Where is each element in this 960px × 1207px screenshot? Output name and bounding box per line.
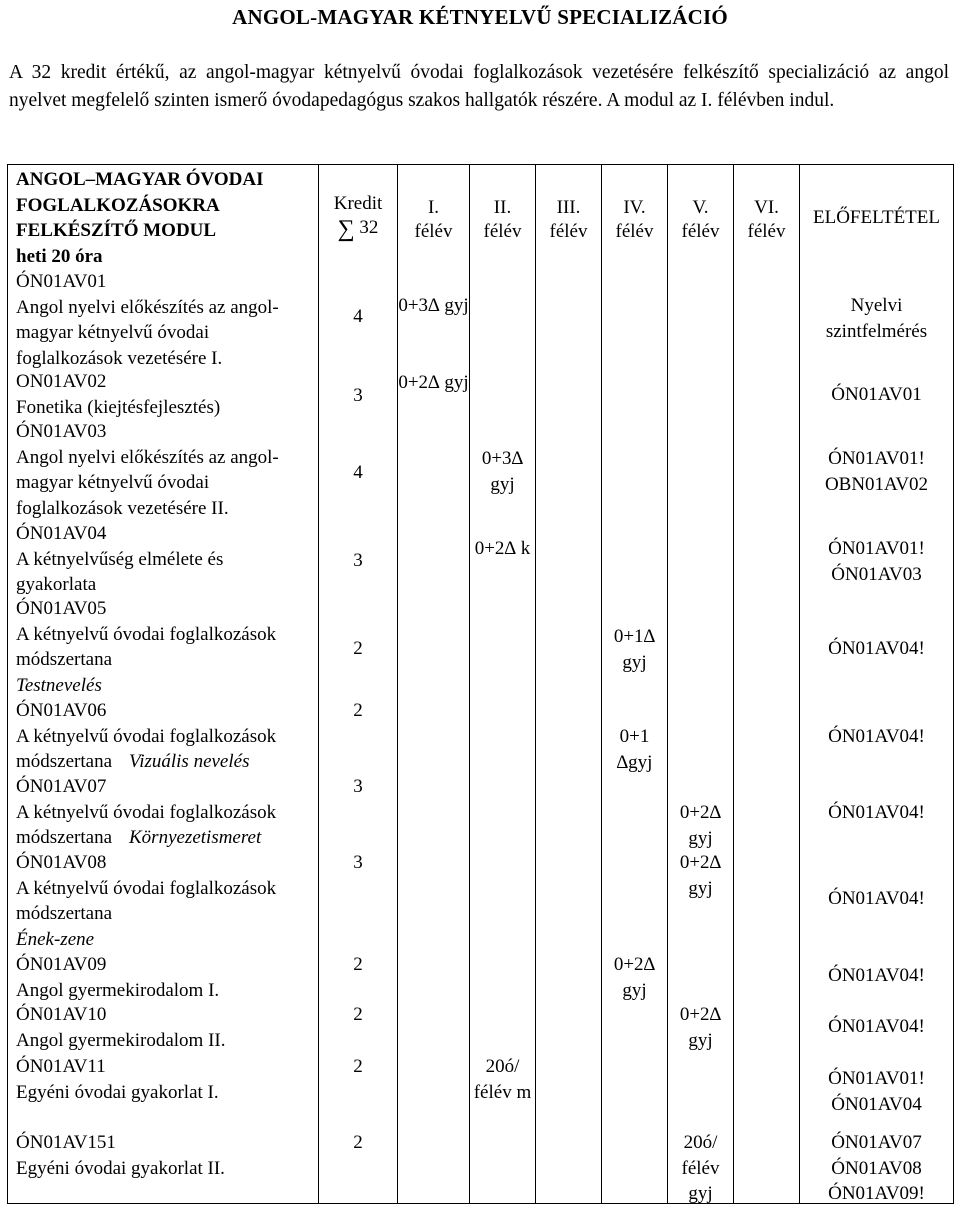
course-cell xyxy=(16,1130,316,1181)
semester-value: 20ó/ félév m xyxy=(473,1056,532,1103)
prereq-value: ÓN01AV04! xyxy=(828,1016,925,1037)
kredit-value: 2 xyxy=(353,1056,363,1077)
course-name: A kétnyelvű óvodai foglalkozások módszertana xyxy=(16,801,277,848)
semester-value: 0+2∆ gyj xyxy=(679,852,722,899)
kredit-header xyxy=(319,192,397,241)
semester-header-1 xyxy=(398,196,469,244)
prereq-value: ÓN01AV04! xyxy=(828,965,925,986)
semester-number: III. xyxy=(556,197,581,218)
module-title-line3: FELKÉSZÍTŐ MODUL xyxy=(16,220,217,241)
semester-value: 0+2∆ gyj xyxy=(679,1004,722,1051)
course-name: Angol nyelvi előkészítés az angol-magyar kétnyelvű óvodai foglalkozások vezetésére I. xyxy=(16,296,279,369)
kredit-total: 32 xyxy=(359,217,379,238)
course-name: A kétnyelvűség elmélete és gyakorlata xyxy=(16,548,224,595)
semester-value: 0+1 ∆gyj xyxy=(616,726,653,773)
semester-header-3 xyxy=(536,196,601,244)
semester-number: IV. xyxy=(623,197,646,218)
course-cell xyxy=(16,521,316,598)
course-cell xyxy=(16,269,316,371)
prereq-header: ELŐFELTÉTEL xyxy=(813,207,940,228)
semester-value: 0+2∆ gyj xyxy=(613,954,656,1001)
prereq-value: ÓN01AV01 xyxy=(831,384,922,405)
course-code: ÓN01AV07 xyxy=(16,776,107,797)
course-code: ON01AV02 xyxy=(16,371,107,392)
kredit-value: 2 xyxy=(353,1132,363,1153)
semester-header-5 xyxy=(668,196,733,244)
course-subject: Vizuális nevelés xyxy=(129,751,250,772)
course-cell xyxy=(16,1002,316,1053)
course-cell xyxy=(16,850,316,952)
kredit-value: 3 xyxy=(353,385,363,406)
course-subject: Környezetismeret xyxy=(129,827,262,848)
kredit-value: 3 xyxy=(353,852,363,873)
course-code: ÓN01AV06 xyxy=(16,700,107,721)
kredit-value: 3 xyxy=(353,776,363,797)
semester-number: VI. xyxy=(754,197,779,218)
course-name: Egyéni óvodai gyakorlat II. xyxy=(16,1157,225,1179)
course-name: A kétnyelvű óvodai foglalkozások módszertana xyxy=(16,877,277,924)
kredit-value: 4 xyxy=(353,462,363,483)
semester-value: 0+3∆ gyj xyxy=(398,295,469,316)
prereq-value: ÓN01AV04! xyxy=(828,726,925,747)
semester-felev: félév xyxy=(747,221,786,242)
course-name: A kétnyelvű óvodai foglalkozások módszertana xyxy=(16,623,277,670)
intro-paragraph: A 32 kredit értékű, az angol-magyar kétnyelvű óvodai foglalkozások vezetésére felkészítő specializáció az angol nyelvet megfelelő szinten ismerő óvodapedagógus szakos hallgatók részére. A modul az I. félévben indul. xyxy=(9,62,949,111)
semester-value: 0+3∆ gyj xyxy=(481,448,524,495)
course-cell xyxy=(16,419,316,521)
course-name: Egyéni óvodai gyakorlat I. xyxy=(16,1081,219,1103)
course-name: A kétnyelvű óvodai foglalkozások módszertana xyxy=(16,725,277,772)
semester-felev: félév xyxy=(414,221,453,242)
prereq-value: ÓN01AV07 ÓN01AV08 ÓN01AV09! xyxy=(828,1132,925,1204)
kredit-value: 2 xyxy=(353,954,363,975)
course-code: ÓN01AV04 xyxy=(16,523,107,544)
kredit-value: 4 xyxy=(353,306,363,327)
course-code: ÓN01AV01 xyxy=(16,271,107,292)
course-code: ÓN01AV09 xyxy=(16,954,107,975)
semester-value: 0+2∆ gyj xyxy=(679,802,722,849)
prereq-value: ÓN01AV01! ÓN01AV04 xyxy=(828,1068,925,1115)
course-cell xyxy=(16,596,316,698)
course-code: ÓN01AV05 xyxy=(16,598,107,619)
semester-number: I. xyxy=(427,197,440,218)
prereq-value: ÓN01AV04! xyxy=(828,888,925,909)
semester-number: II. xyxy=(493,197,512,218)
course-name: Fonetika (kiejtésfejlesztés) xyxy=(16,396,221,418)
curriculum-table xyxy=(7,164,954,1204)
semester-header-2 xyxy=(470,196,535,244)
course-code: ÓN01AV10 xyxy=(16,1004,107,1025)
course-code: ÓN01AV03 xyxy=(16,421,107,442)
course-subject: Testnevelés xyxy=(16,674,102,696)
course-name: Angol nyelvi előkészítés az angol-magyar kétnyelvű óvodai foglalkozások vezetésére II. xyxy=(16,446,279,519)
semester-number: V. xyxy=(692,197,709,218)
semester-value: 0+1∆ gyj xyxy=(613,626,656,673)
module-title-line2: FOGLALKOZÁSOKRA xyxy=(16,194,220,216)
semester-value: 20ó/ félév gyj xyxy=(681,1132,720,1204)
prereq-value: ÓN01AV01! OBN01AV02 xyxy=(824,448,929,495)
kredit-value: 2 xyxy=(353,700,363,721)
kredit-label: Kredit xyxy=(333,193,383,214)
course-code: ÓN01AV08 xyxy=(16,852,107,873)
semester-header-4 xyxy=(602,196,667,244)
course-cell xyxy=(16,952,316,1003)
kredit-value: 2 xyxy=(353,638,363,659)
course-name: Angol gyermekirodalom I. xyxy=(16,979,220,1001)
semester-felev: félév xyxy=(681,221,720,242)
semester-felev: félév xyxy=(483,221,522,242)
course-subject: Ének-zene xyxy=(16,928,95,950)
semester-felev: félév xyxy=(549,221,588,242)
kredit-total-line xyxy=(319,216,397,241)
module-title-line1: ANGOL–MAGYAR ÓVODAI xyxy=(16,169,264,190)
sum-symbol: ∑ xyxy=(337,216,355,242)
semester-value: 0+2∆ gyj xyxy=(398,372,469,393)
semester-header-6 xyxy=(734,196,799,244)
kredit-value: 2 xyxy=(353,1004,363,1025)
course-cell xyxy=(16,1054,316,1105)
module-hours: heti 20 óra xyxy=(16,245,103,267)
course-code: ÓN01AV11 xyxy=(16,1056,106,1077)
course-cell xyxy=(16,369,316,420)
semester-felev: félév xyxy=(615,221,654,242)
prereq-value: ÓN01AV04! xyxy=(828,802,925,823)
kredit-value: 3 xyxy=(353,550,363,571)
module-title xyxy=(16,167,312,269)
prereq-value: ÓN01AV01! ÓN01AV03 xyxy=(828,538,925,585)
prereq-value: ÓN01AV04! xyxy=(828,638,925,659)
course-name: Angol gyermekirodalom II. xyxy=(16,1029,226,1051)
page-title: ANGOL-MAGYAR KÉTNYELVŰ SPECIALIZÁCIÓ xyxy=(232,5,728,29)
prereq-value: Nyelvi szintfelmérés xyxy=(825,295,928,342)
course-code: ÓN01AV151 xyxy=(16,1132,116,1153)
semester-value: 0+2∆ k xyxy=(474,538,531,559)
